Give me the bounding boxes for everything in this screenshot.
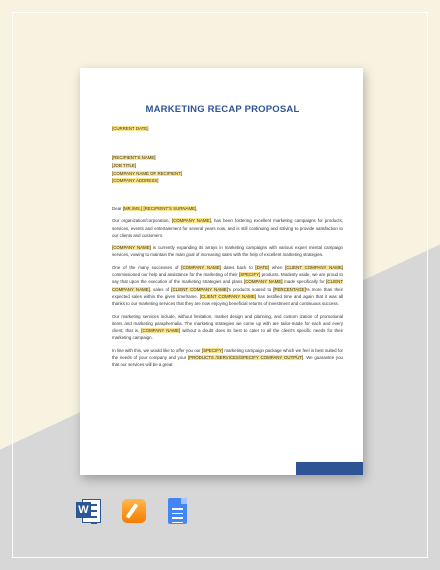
paragraph-2 bbox=[112, 244, 343, 258]
body-text: , has been fostering excellent marketing campaigns for products, services, events and entertainment for several years now, and is still continuing and striving to provide satisfaction to our clients and customers. bbox=[112, 218, 343, 238]
body-text: when bbox=[269, 265, 286, 271]
body-text: Our marketing services include, without limitation, market design and planning, and custom ization of promotional items and marketing paraphernalia. The marketing strategies we come up with are tailor-made for each and every client; that is, bbox=[112, 313, 343, 333]
recipient-job-title: [JOB TITLE] bbox=[112, 162, 137, 168]
placeholder-field: [CLIENT COMPANY NAME] bbox=[285, 265, 343, 271]
date-line: [CURRENT DATE] bbox=[112, 126, 149, 132]
recipient-name: [RECIPIENT'S NAME] bbox=[112, 155, 156, 161]
word-icon[interactable]: W bbox=[76, 497, 102, 525]
paragraph-1 bbox=[112, 217, 343, 238]
format-icons bbox=[76, 497, 190, 525]
document-title: MARKETING RECAP PROPOSAL bbox=[145, 104, 300, 115]
body-text: without a doubt does its best to cater to all the client's specific needs for their marketing campaign. bbox=[112, 327, 344, 341]
placeholder-field: [COMPANY NAME] bbox=[181, 265, 221, 271]
placeholder-field: [COMPANY NAME] bbox=[141, 327, 181, 333]
body-text: has testified time and again that it was all thanks to our marketing services that they are now enjoying beneficial returns of investment and continuous success. bbox=[112, 293, 343, 306]
paragraph-4 bbox=[112, 313, 343, 342]
body-text: made specifically for bbox=[282, 279, 327, 285]
pages-icon[interactable] bbox=[120, 497, 146, 525]
body-text: products. Modesty aside, we are proud to say that upon the execution of the marketing strategies and plans bbox=[112, 272, 343, 285]
body-text: One of the many successes of bbox=[112, 265, 182, 271]
body-text: commissioned our help and assistance for the marketing of their bbox=[112, 272, 240, 278]
body-text: Our organization/corporation, bbox=[112, 218, 172, 224]
google-docs-icon[interactable] bbox=[164, 497, 190, 525]
body-text: marketing campaign package which we feel is best suited for the needs of your company and your bbox=[112, 347, 343, 360]
document-page bbox=[80, 68, 363, 475]
recipient-company: [COMPANY NAME OF RECIPIENT] bbox=[112, 170, 183, 176]
placeholder-field: [PERCENTAGE] bbox=[273, 286, 306, 292]
placeholder-field: [PRODUCTS /SERVICES/SPECIFY COMPANY OUTPUT] bbox=[187, 354, 304, 360]
recipient-company-address: [COMPANY ADDRESS] bbox=[112, 178, 159, 184]
placeholder-field: [COMPANY NAME] bbox=[112, 245, 151, 251]
paragraph-5 bbox=[112, 347, 343, 368]
body-text: 's products soared to bbox=[227, 286, 274, 292]
placeholder-field: [COMPANY NAME] bbox=[171, 218, 211, 224]
greeting: Dear [MR./MS.] [RECIPIENT'S SURNAME], bbox=[112, 205, 198, 211]
body-text: , sales of bbox=[149, 286, 172, 292]
body-text: is currently expanding its arrays in marketing campaigns with various experi mental campaign services, vowing to maintain the main goal of increasing sales with the help of excellent marketing strategies. bbox=[112, 245, 343, 258]
placeholder-field: [CLIENT COMPANY NAME] bbox=[171, 286, 228, 292]
placeholder-field: [DATE] bbox=[255, 265, 270, 271]
body-text: . We guarantee you that our services will be a great bbox=[112, 354, 343, 367]
placeholder-field: [SPECIFY] bbox=[239, 272, 261, 278]
placeholder-field: [COMPANY NAME] bbox=[244, 279, 283, 285]
placeholder-field: [SPECIFY] bbox=[201, 347, 224, 353]
body-text: % more than their expected sales within the given timeframe. bbox=[112, 286, 344, 299]
body-text: dates back to bbox=[220, 265, 256, 271]
placeholder-field: [CLIENT COMPANY NAME] bbox=[199, 293, 256, 299]
recipient-address bbox=[112, 154, 343, 184]
page-accent-bar bbox=[296, 462, 363, 475]
placeholder-field: [CLIENT COMPANY NAME] bbox=[112, 279, 344, 292]
paragraph-3 bbox=[112, 264, 343, 307]
body-text: In line with this, we would like to offer you our bbox=[112, 347, 202, 353]
